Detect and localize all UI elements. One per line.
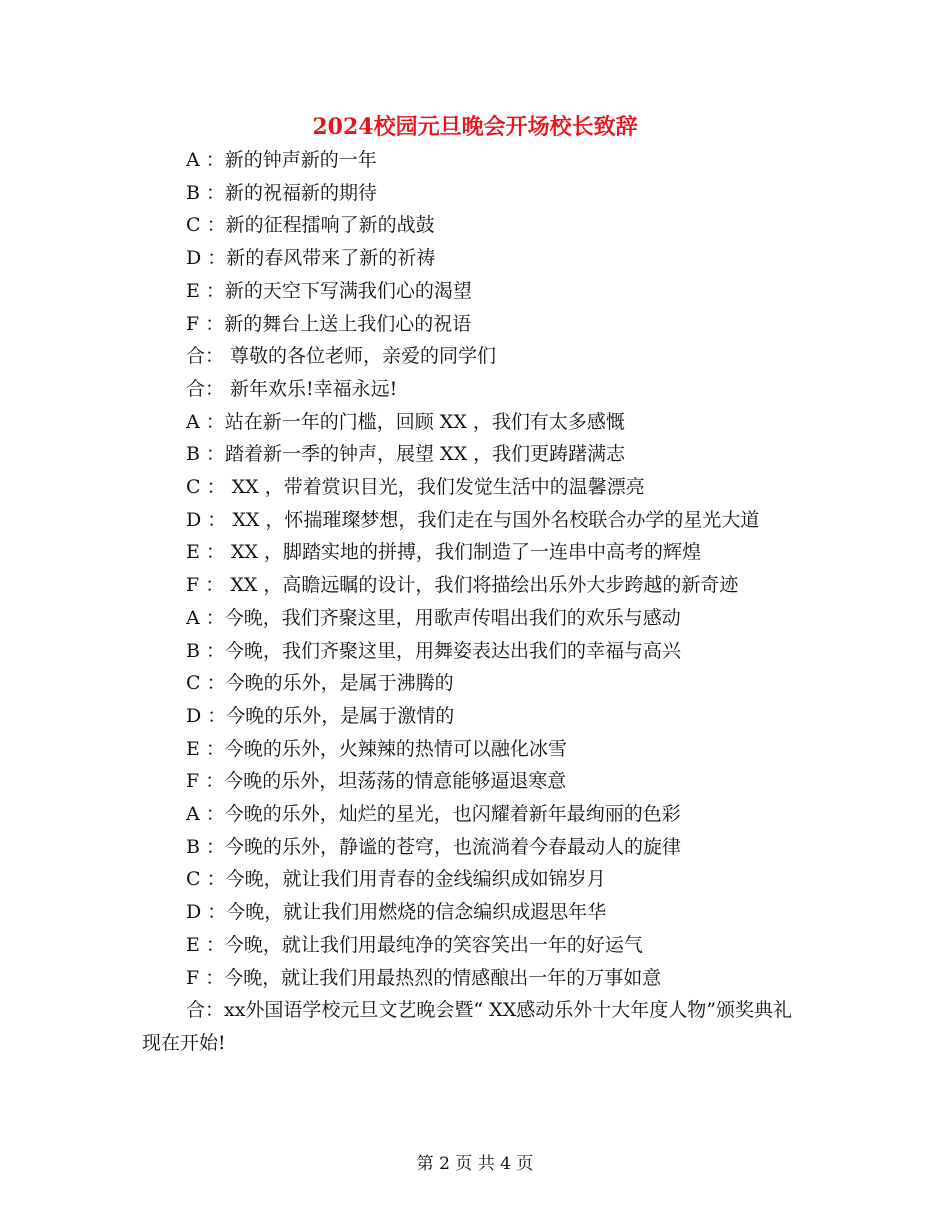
- speech-line: C ：今晚，就让我们用青春的金线编织成如锦岁月: [186, 868, 606, 891]
- speech-line: C ： XX ，带着赏识目光，我们发觉生活中的温馨漂亮: [186, 476, 645, 499]
- speech-line: 合： 尊敬的各位老师，亲爱的同学们: [186, 345, 497, 368]
- speech-line: B ：今晚的乐外，静谧的苍穹，也流淌着今春最动人的旋律: [186, 835, 682, 858]
- speech-line: E ：今晚，就让我们用最纯净的笑容笑出一年的好运气: [186, 933, 643, 956]
- speech-line: 合： 新年欢乐!幸福永远!: [186, 377, 398, 400]
- speech-line: C ：新的征程擂响了新的战鼓: [186, 214, 435, 237]
- speech-line: B ：今晚，我们齐聚这里，用舞姿表达出我们的幸福与高兴: [186, 639, 682, 662]
- speech-line: E ： XX ，脚踏实地的拼搏，我们制造了一连串中高考的辉煌: [186, 541, 702, 564]
- page-title: 2024校园元旦晚会开场校长致辞: [312, 114, 638, 140]
- speech-line: A ：新的钟声新的一年: [186, 149, 377, 171]
- speech-line: 合：xx外国语学校元旦文艺晚会暨“ XX感动乐外十大年度人物”颁奖典礼现在开始!: [142, 999, 792, 1054]
- speech-line: F ：今晚的乐外，坦荡荡的情意能够逼退寒意: [186, 770, 567, 793]
- speech-line: E ：新的天空下写满我们心的渴望: [186, 279, 472, 302]
- speech-line: F ：新的舞台上送上我们心的祝语: [186, 312, 472, 335]
- speech-line: A ：站在新一年的门槛，回顾 XX ，我们有太多感慨: [186, 410, 625, 433]
- page-footer: 第 2 页 共 4 页: [416, 1154, 534, 1174]
- speech-line: F ： XX ，高瞻远瞩的设计，我们将描绘出乐外大步跨越的新奇迹: [186, 574, 739, 597]
- speech-line: F ：今晚，就让我们用最热烈的情感酿出一年的万事如意: [186, 966, 662, 989]
- speech-line: A ：今晚的乐外，灿烂的星光，也闪耀着新年最绚丽的色彩: [186, 803, 681, 826]
- speech-line: A ：今晚，我们齐聚这里，用歌声传唱出我们的欢乐与感动: [186, 606, 681, 629]
- speech-line: E ：今晚的乐外，火辣辣的热情可以融化冰雪: [186, 737, 567, 760]
- speech-line: D ：新的春风带来了新的祈祷: [186, 247, 436, 270]
- speech-line: B ：踏着新一季的钟声，展望 XX ，我们更踌躇满志: [186, 443, 626, 466]
- speech-line: C ：今晚的乐外，是属于沸腾的: [186, 672, 454, 695]
- speech-line: D ： XX ，怀揣璀璨梦想，我们走在与国外名校联合办学的星光大道: [186, 508, 760, 531]
- speech-line: B ：新的祝福新的期待: [186, 181, 378, 204]
- speech-body: [142, 144, 810, 1060]
- speech-line: D ：今晚，就让我们用燃烧的信念编织成遐思年华: [186, 901, 607, 924]
- speech-line: D ：今晚的乐外，是属于激情的: [186, 704, 455, 727]
